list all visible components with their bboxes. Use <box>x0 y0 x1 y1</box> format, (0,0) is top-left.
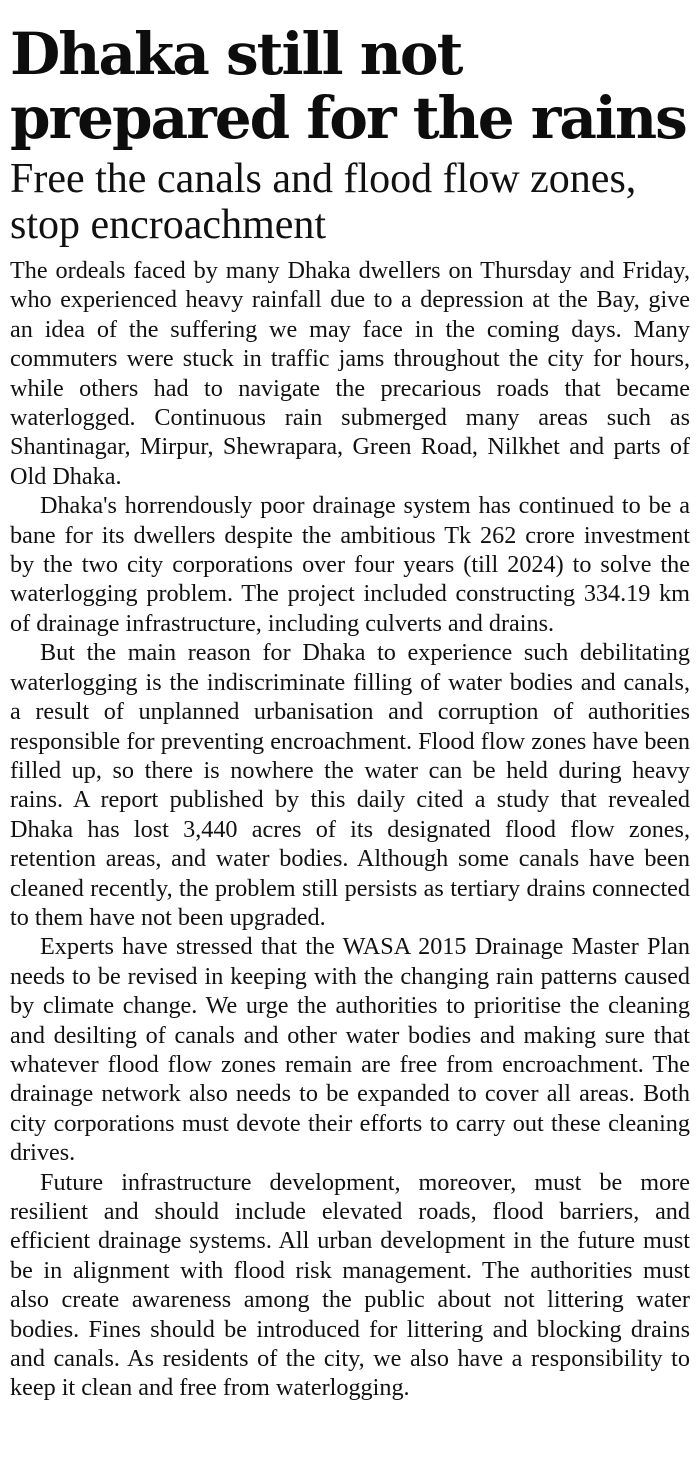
paragraph-2: Dhaka's horrendously poor drainage system has continued to be a bane for its dwellers despite the ambitious Tk 262 crore investment by the two city corporations over four years (till 2024) to solve the waterlogging problem. The project included constructing 334.19 km of drainage infrastructure, including culverts and drains. <box>10 492 690 637</box>
paragraph-1: The ordeals faced by many Dhaka dwellers on Thursday and Friday, who experienced heavy rainfall due to a depression at the Bay, give an idea of the suffering we may face in the coming days. Many commuters were stuck in traffic jams throughout the city for hours, while others had to navigate the precarious roads that became waterlogged. Continuous rain submerged many areas such as Shantinagar, Mirpur, Shewrapara, Green Road, Nilkhet and parts of Old Dhaka. <box>10 257 690 490</box>
paragraph-3: But the main reason for Dhaka to experience such debilitating waterlogging is the indiscriminate filling of water bodies and canals, a result of unplanned urbanisation and corruption of authorities responsible for preventing encroachment. Flood flow zones have been filled up, so there is nowhere the water can be held during heavy rains. A report published by this daily cited a study that revealed Dhaka has lost 3,440 acres of its designated flood flow zones, retention areas, and water bodies. Although some canals have been cleaned recently, the problem still persists as tertiary drains connected to them have not been upgraded. <box>10 639 690 931</box>
headline: Dhaka still not prepared for the rains <box>10 20 686 152</box>
paragraph-4: Experts have stressed that the WASA 2015 Drainage Master Plan needs to be revised in keeping with the changing rain patterns caused by climate change. We urge the authorities to prioritise the cleaning and desilting of canals and other water bodies and making sure that whatever flood flow zones remain are free from encroachment. The drainage network also needs to be expanded to cover all areas. Both city corporations must devote their efforts to carry out these cleaning drives. <box>10 933 690 1167</box>
article-body <box>10 256 690 1403</box>
subheadline: Free the canals and flood flow zones, stop encroachment <box>10 156 637 248</box>
paragraph-5: Future infrastructure development, moreover, must be more resilient and should include elevated roads, flood barriers, and efficient drainage systems. All urban development in the future must be in alignment with flood risk management. The authorities must also create awareness among the public about not littering water bodies. Fines should be introduced for littering and blocking drains and canals. As residents of the city, we also have a responsibility to keep it clean and free from waterlogging. <box>10 1168 690 1402</box>
editorial-article <box>10 22 690 1403</box>
